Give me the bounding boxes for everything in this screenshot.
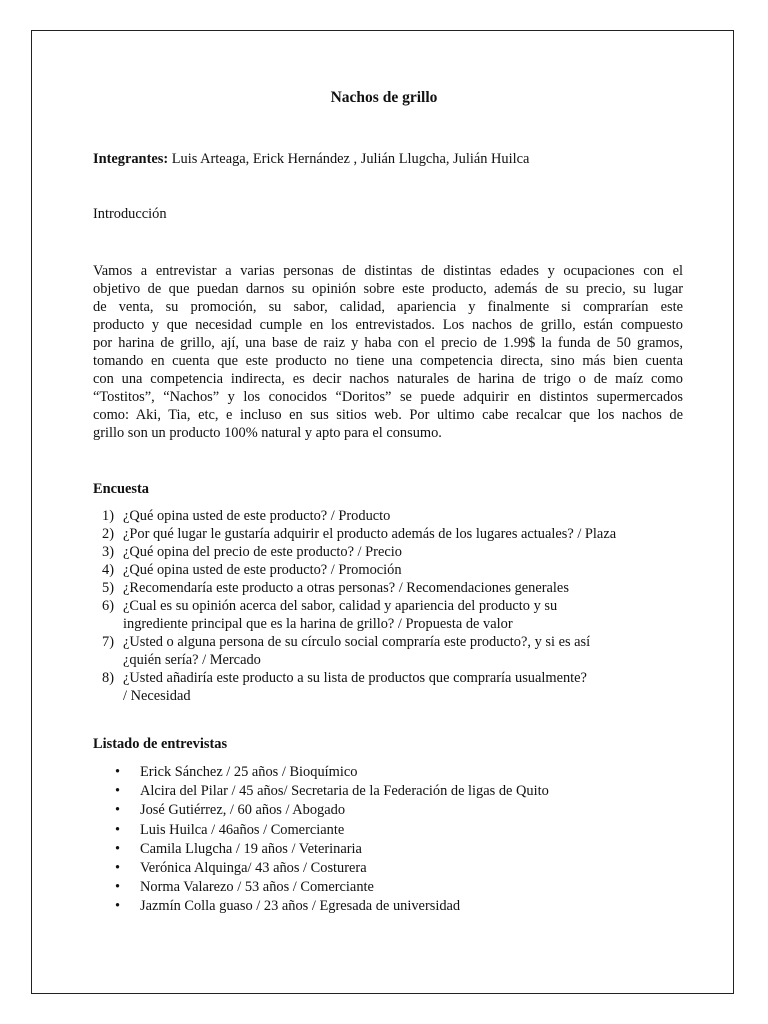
question-text: ¿Qué opina usted de este producto? / Promoción <box>123 562 402 578</box>
question-number: 4) <box>102 562 114 578</box>
paragraph-line: Vamos a entrevistar a varias personas de distintas de distintas edades y ocupaciones con el <box>93 263 683 279</box>
question-text-continued: ¿quién sería? / Mercado <box>123 652 261 668</box>
introduction-paragraph <box>93 262 683 442</box>
interview-text: Jazmín Colla guaso / 23 años / Egresada de universidad <box>140 898 461 915</box>
interview-item <box>93 859 549 878</box>
introduction-heading: Introducción <box>93 206 167 222</box>
interview-item <box>93 801 549 820</box>
interview-text: Camila Llugcha / 19 años / Veterinaria <box>140 840 362 857</box>
interview-text: Erick Sánchez / 25 años / Bioquímico <box>140 764 358 780</box>
paragraph-line: grillo son un producto 100% natural y apto para el consumo. <box>93 425 442 441</box>
survey-question <box>93 525 683 543</box>
survey-question <box>93 579 683 597</box>
question-number: 2) <box>102 526 114 542</box>
interview-list-heading: Listado de entrevistas <box>93 736 228 752</box>
bullet-icon: • <box>115 860 121 877</box>
team-members-label: Integrantes: <box>93 151 169 167</box>
bullet-icon: • <box>115 821 121 838</box>
survey-question <box>93 507 683 525</box>
question-text: ¿Cual es su opinión acerca del sabor, calidad y apariencia del producto y su <box>123 598 558 614</box>
paragraph-line: como: Aki, Tia, etc, e incluso en sus sitios web. Por ultimo cabe recalcar que los nachos de <box>93 407 683 423</box>
question-text: ¿Usted o alguna persona de su círculo social compraría este producto?, y si es así <box>123 634 591 650</box>
question-text: ¿Por qué lugar le gustaría adquirir el producto además de los lugares actuales? / Plaza <box>123 526 617 542</box>
survey-question <box>93 669 683 705</box>
survey-question <box>93 633 683 669</box>
bullet-icon: • <box>115 898 121 915</box>
document-title: Nachos de grillo <box>330 89 438 106</box>
question-number: 7) <box>102 634 114 650</box>
bullet-icon: • <box>115 840 121 857</box>
interview-text: Verónica Alquinga/ 43 años / Costurera <box>140 860 367 877</box>
question-text: ¿Recomendaría este producto a otras personas? / Recomendaciones generales <box>123 580 569 596</box>
interview-list <box>93 763 549 917</box>
interview-item <box>93 821 549 840</box>
question-text: ¿Qué opina del precio de este producto? / Precio <box>123 544 402 560</box>
survey-question <box>93 543 683 561</box>
paragraph-line: objetivo de que puedan darnos su opinión sobre este producto, además de su precio, su lugar <box>93 281 683 297</box>
question-number: 6) <box>102 598 114 614</box>
survey-heading: Encuesta <box>93 481 149 497</box>
interview-item <box>93 840 549 859</box>
question-text-continued: / Necesidad <box>123 688 191 704</box>
survey-question <box>93 561 683 579</box>
question-text: ¿Usted añadiría este producto a su lista de productos que compraría usualmente? <box>123 670 587 686</box>
paragraph-line: tomando en cuenta que este producto no tiene una competencia directa, sino más bien cuenta <box>93 353 683 369</box>
question-number: 8) <box>102 670 114 686</box>
paragraph-line: por harina de grillo, ají, una base de raiz y haba con el precio de 1.99$ la funda de 50 gramos, <box>93 335 683 351</box>
question-number: 5) <box>102 580 114 596</box>
question-number: 3) <box>102 544 114 560</box>
interview-item <box>93 878 549 897</box>
question-text-continued: ingrediente principal que es la harina de grillo? / Propuesta de valor <box>123 616 513 632</box>
interview-text: Alcira del Pilar / 45 años/ Secretaria de la Federación de ligas de Quito <box>140 783 549 800</box>
paragraph-line: de venta, su promoción, su sabor, calidad, apariencia y finalmente si comprarían este <box>93 299 683 315</box>
interview-item <box>93 782 549 801</box>
paragraph-line: producto y que necesidad cumple en los entrevistados. Los nachos de grillo, están compuesto <box>93 317 683 333</box>
paragraph-line: “Tostitos”, “Nachos” y los conocidos “Doritos” se puede adquirir en distintos supermercados <box>93 389 683 405</box>
paragraph-line: con una competencia indirecta, es decir nachos naturales de harina de trigo o de maíz como <box>93 371 683 387</box>
interview-item <box>93 897 549 916</box>
interview-text: Luis Huilca / 46años / Comerciante <box>140 821 345 838</box>
interview-text: José Gutiérrez, / 60 años / Abogado <box>140 802 346 819</box>
bullet-icon: • <box>115 764 121 780</box>
bullet-icon: • <box>115 783 121 800</box>
bullet-icon: • <box>115 879 121 896</box>
team-members-line <box>93 150 529 168</box>
survey-question-list <box>93 507 683 705</box>
question-text: ¿Qué opina usted de este producto? / Producto <box>123 508 391 524</box>
bullet-icon: • <box>115 802 121 819</box>
team-members-names: Luis Arteaga, Erick Hernández , Julián Llugcha, Julián Huilca <box>168 151 530 167</box>
question-number: 1) <box>102 508 114 524</box>
survey-question <box>93 597 683 633</box>
interview-text: Norma Valarezo / 53 años / Comerciante <box>140 879 374 896</box>
interview-item <box>93 763 549 782</box>
